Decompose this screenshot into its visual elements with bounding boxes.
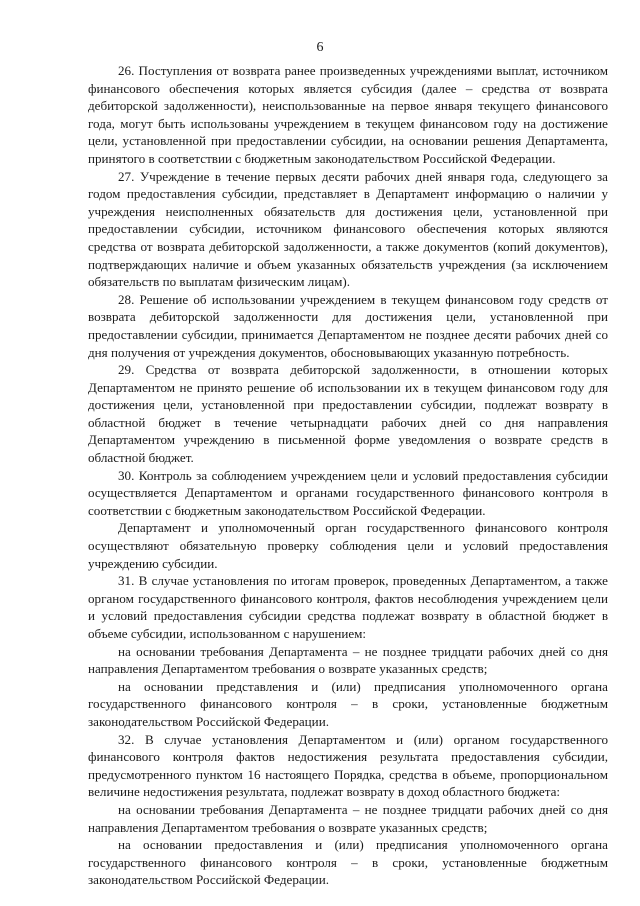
paragraph-32: 32. В случае установления Департаментом и (или) органом государственного финансового контроля фактов недостижения результата предоставления субсидии, предусмотренного пунктом 16 настоящего Порядка, средства в объеме, пропорциональном величине недостижения результата, подлежат возврату в доход областного бюджета: — [88, 731, 608, 800]
paragraph-31: 31. В случае установления по итогам проверок, проведенных Департаментом, а также органом государственного финансового контроля, фактов несоблюдения учреждением цели и условий предоставления субсидии средства подлежат возврату в областной бюджет в объеме субсидии, использованном с нарушением: — [88, 573, 608, 641]
paragraph-26: 26. Поступления от возврата ранее произведенных учреждениями выплат, источником финансового обеспечения которых является субсидия (далее – средства от возврата дебиторской задолженности), неиспользованные на первое января текущего финансового года, могут быть использованы учреждением в текущем финансовом году на достижение цели, установленной при предоставлении субсидии, на основании решения Департамента, принятого в соответствии с бюджетным законодательством Российской Федерации. — [88, 63, 608, 166]
paragraph-32-item-1: на основании требования Департамента – не позднее тридцати рабочих дней со дня направления Департаментом требования о возврате указанных средств; — [88, 801, 608, 835]
page-number: 6 — [316, 40, 324, 55]
paragraph-28: 28. Решение об использовании учреждением в текущем финансовом году средств от возврата дебиторской задолженности для достижения цели, установленной при предоставлении субсидии, принимается Департаментом не позднее десяти рабочих дней со дня получения от учреждения документов, обосновывающих указанную потребность. — [88, 291, 608, 360]
paragraph-29: 29. Средства от возврата дебиторской задолженности, в отношении которых Департаментом не принято решение об использовании их в текущем финансовом году для достижения цели, установленной при предоставлении субсидии, подлежат возврату в областной бюджет в течение четырнадцати рабочих дней со дня направления Департаментом учреждению в письменной форме уведомления о возврате средств в областной бюджет. — [88, 362, 608, 466]
paragraph-30-continuation: Департамент и уполномоченный орган государственного финансового контроля осуществляют обязательную проверку соблюдения цели и условий предоставления учреждению субсидии. — [88, 520, 608, 571]
paragraph-32-item-2: на основании предоставления и (или) предписания уполномоченного органа государственного финансового контроля – в сроки, установленные бюджетным законодательством Российской Федерации. — [88, 837, 608, 888]
paragraph-27: 27. Учреждение в течение первых десяти рабочих дней января года, следующего за годом предоставления субсидии, представляет в Департамент информацию о наличии у учреждения неисполненных обязательств для достижения цели, установленной при предоставлении субсидии, источником финансового обеспечения которых являются средства от возврата дебиторской задолженности, а также документов (копий документов), подтверждающих наличие и объем указанных обязательств учреждения (за исключением обязательств по выплатам физическим лицам). — [88, 168, 608, 290]
paragraph-31-item-2: на основании представления и (или) предписания уполномоченного органа государственного финансового контроля – в сроки, установленные бюджетным законодательством Российской Федерации. — [88, 678, 608, 729]
paragraph-31-item-1: на основании требования Департамента – не позднее тридцати рабочих дней со дня направления Департаментом требования о возврате указанных средств; — [88, 643, 608, 677]
paragraph-30: 30. Контроль за соблюдением учреждением цели и условий предоставления субсидии осуществляется Департаментом и органами государственного финансового контроля в соответствии с бюджетным законодательством Российской Федерации. — [88, 467, 608, 518]
document-body — [88, 62, 608, 889]
